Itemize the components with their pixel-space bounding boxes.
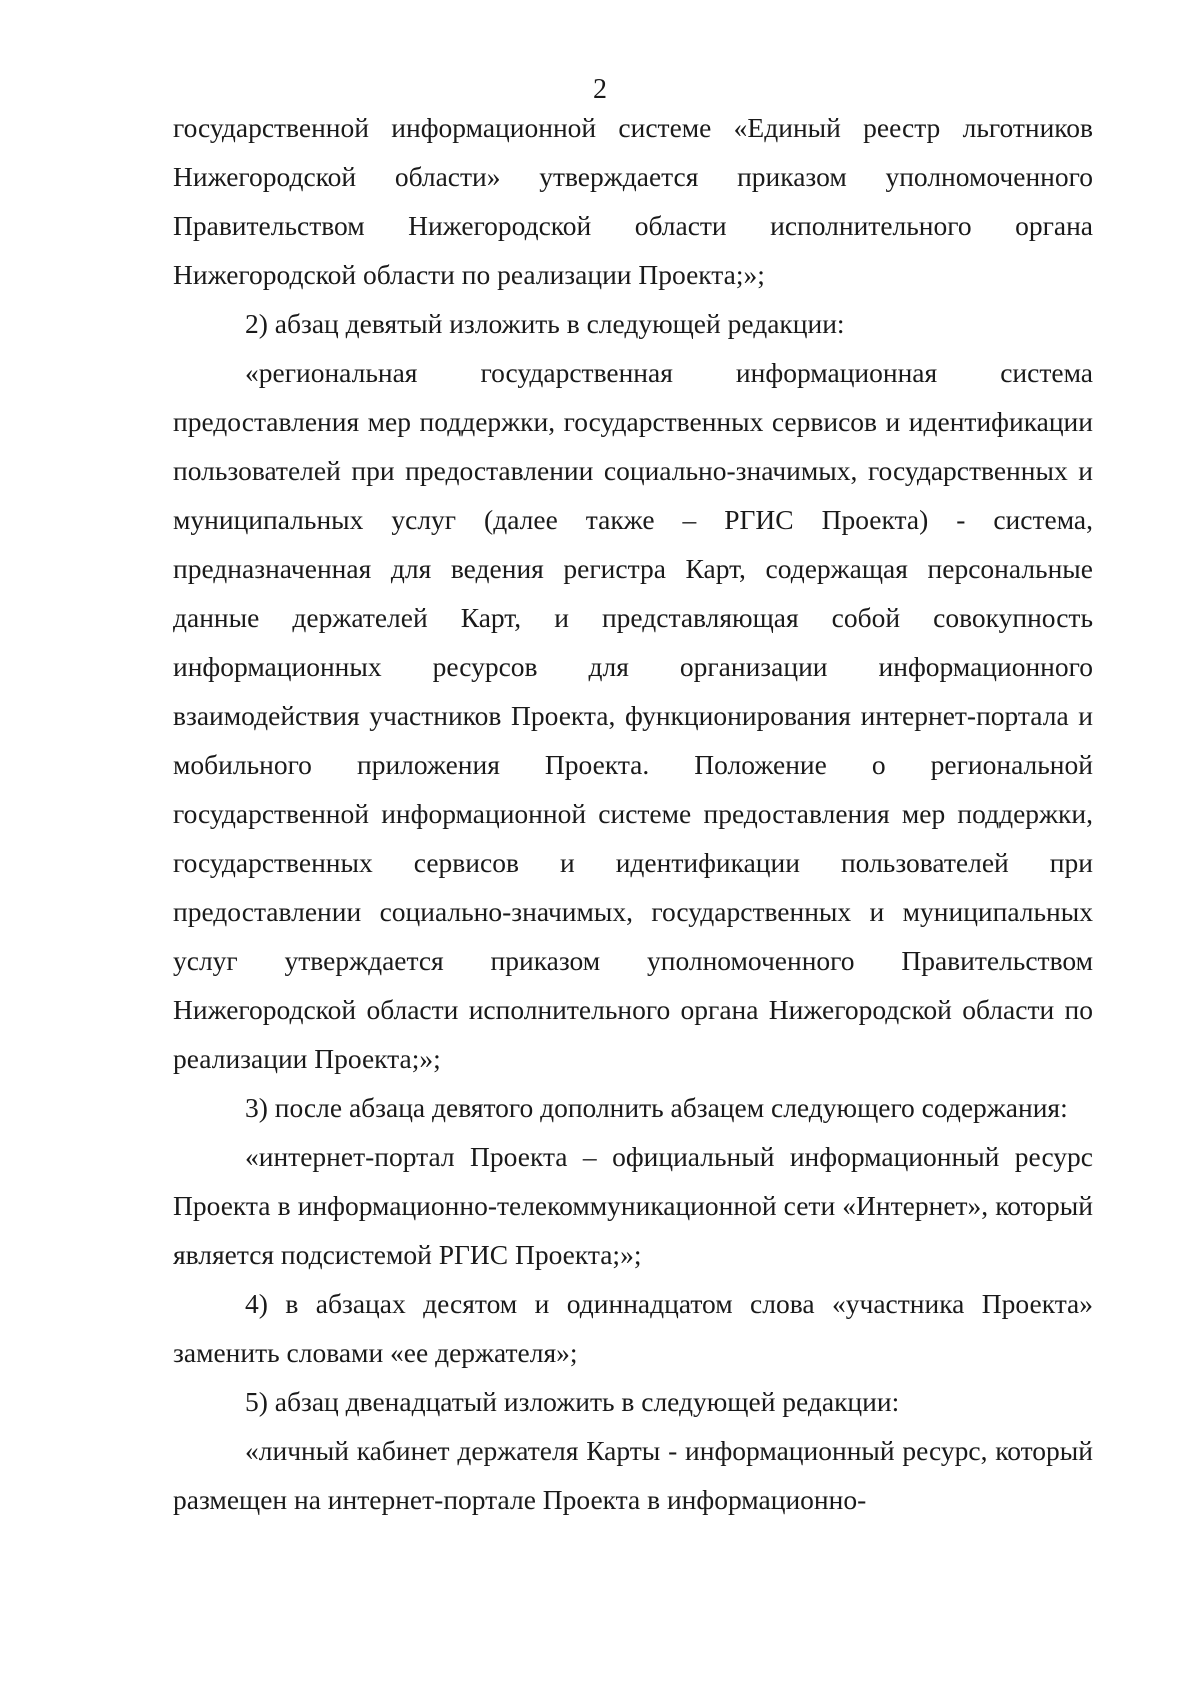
paragraph-item-3: 3) после абзаца девятого дополнить абзацем следующего содержания: bbox=[245, 1092, 1068, 1123]
paragraph-item-2: 2) абзац девятый изложить в следующей редакции: bbox=[245, 308, 845, 339]
page-number: 2 bbox=[593, 74, 607, 105]
document-body bbox=[173, 103, 1093, 1524]
paragraph-item-5: 5) абзац двенадцатый изложить в следующей редакции: bbox=[245, 1386, 900, 1417]
paragraph-continuation: государственной информационной системе «Единый реестр льготников Нижегородской области» утверждается приказом уполномоченного Правительством Нижегородской области исполнительного органа Нижегородской области по реализации Проекта;»; bbox=[173, 112, 1093, 290]
paragraph-rgis-definition: «региональная государственная информационная система предоставления мер поддержки, государственных сервисов и идентификации пользователей при предоставлении социально-значимых, государственных и муниципальных услуг (далее также – РГИС Проекта) - система, предназначенная для ведения регистра Карт, содержащая персональные данные держателей Карт, и представляющая собой совокупность информационных ресурсов для организации информационного взаимодействия участников Проекта, функционирования интернет-портала и мобильного приложения Проекта. Положение о региональной государственной информационной системе предоставления мер поддержки, государственных сервисов и идентификации пользователей при предоставлении социально-значимых, государственных и муниципальных услуг утверждается приказом уполномоченного Правительством Нижегородской области исполнительного органа Нижегородской области по реализации Проекта;»; bbox=[173, 357, 1093, 1074]
paragraph-portal-definition: «интернет-портал Проекта – официальный информационный ресурс Проекта в информационно-телекоммуникационной сети «Интернет», который является подсистемой РГИС Проекта;»; bbox=[173, 1141, 1093, 1270]
paragraph-item-4: 4) в абзацах десятом и одиннадцатом слова «участника Проекта» заменить словами «ее держателя»; bbox=[173, 1288, 1093, 1368]
paragraph-cabinet-definition: «личный кабинет держателя Карты - информационный ресурс, который размещен на интернет-портале Проекта в информационно- bbox=[173, 1435, 1093, 1515]
